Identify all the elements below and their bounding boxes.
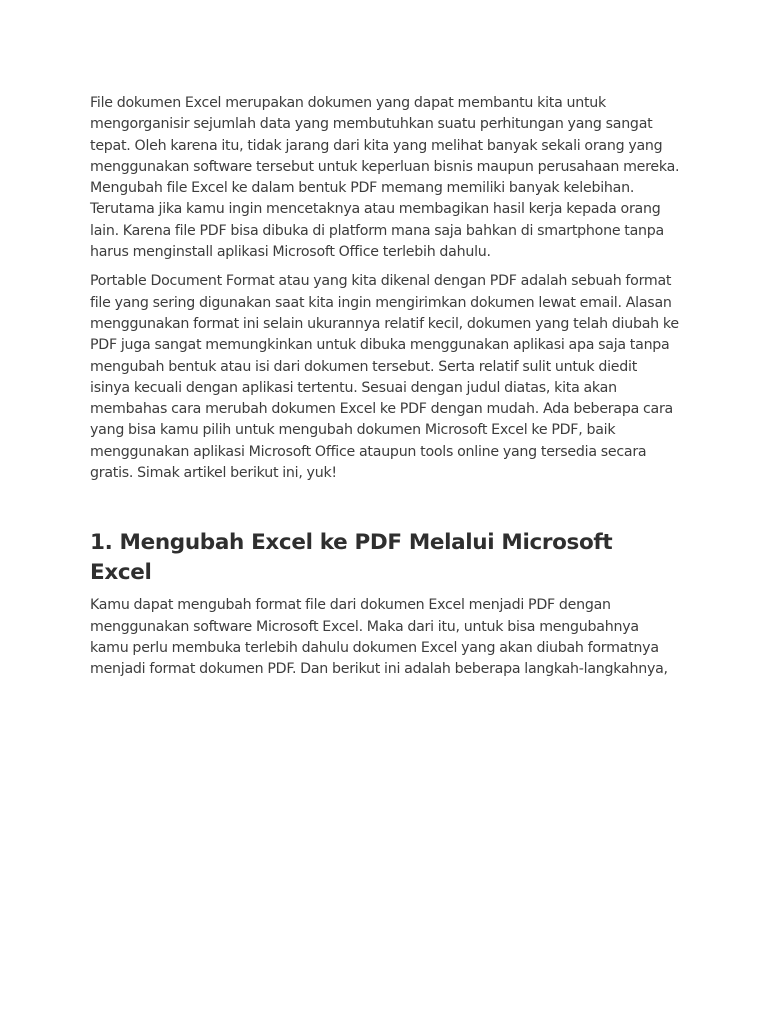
- section-paragraph: Kamu dapat mengubah format file dari dokumen Excel menjadi PDF dengan menggunakan software Microsoft Excel. Maka dari itu, untuk bisa mengubahnya kamu perlu membuka terlebih dahulu dokumen Excel yang akan diubah formatnya menjadi format dokumen PDF. Dan berikut ini adalah beberapa langkah-langkahnya,: [90, 597, 668, 678]
- intro-paragraph-2: Portable Document Format atau yang kita dikenal dengan PDF adalah sebuah format file yang sering digunakan saat kita ingin mengirimkan dokumen lewat email. Alasan menggunakan format ini selain ukurannya relatif kecil, dokumen yang telah diubah ke PDF juga sangat memungkinkan untuk dibuka menggunakan aplikasi apa saja tanpa mengubah bentuk atau isi dari dokumen tersebut. Serta relatif sulit untuk diedit isinya kecuali dengan aplikasi tertentu. Sesuai dengan judul diatas, kita akan membahas cara merubah dokumen Excel ke PDF dengan mudah. Ada beberapa cara yang bisa kamu pilih untuk mengubah dokumen Microsoft Excel ke PDF, baik menggunakan aplikasi Microsoft Office ataupun tools online yang tersedia secara gratis. Simak artikel berikut ini, yuk!: [90, 273, 679, 482]
- intro-paragraph-1: File dokumen Excel merupakan dokumen yang dapat membantu kita untuk mengorganisir sejumlah data yang membutuhkan suatu perhitungan yang sangat tepat. Oleh karena itu, tidak jarang dari kita yang melihat banyak sekali orang yang menggunakan software tersebut untuk keperluan bisnis maupun perusahaan mereka. Mengubah file Excel ke dalam bentuk PDF memang memiliki banyak kelebihan. Terutama jika kamu ingin mencetaknya atau membagikan hasil kerja kepada orang lain. Karena file PDF bisa dibuka di platform mana saja bahkan di smartphone tanpa harus menginstall aplikasi Microsoft Office terlebih dahulu.: [90, 95, 680, 261]
- section-heading: 1. Mengubah Excel ke PDF Melalui Microsoft Excel: [90, 530, 613, 586]
- document-page: [90, 93, 680, 681]
